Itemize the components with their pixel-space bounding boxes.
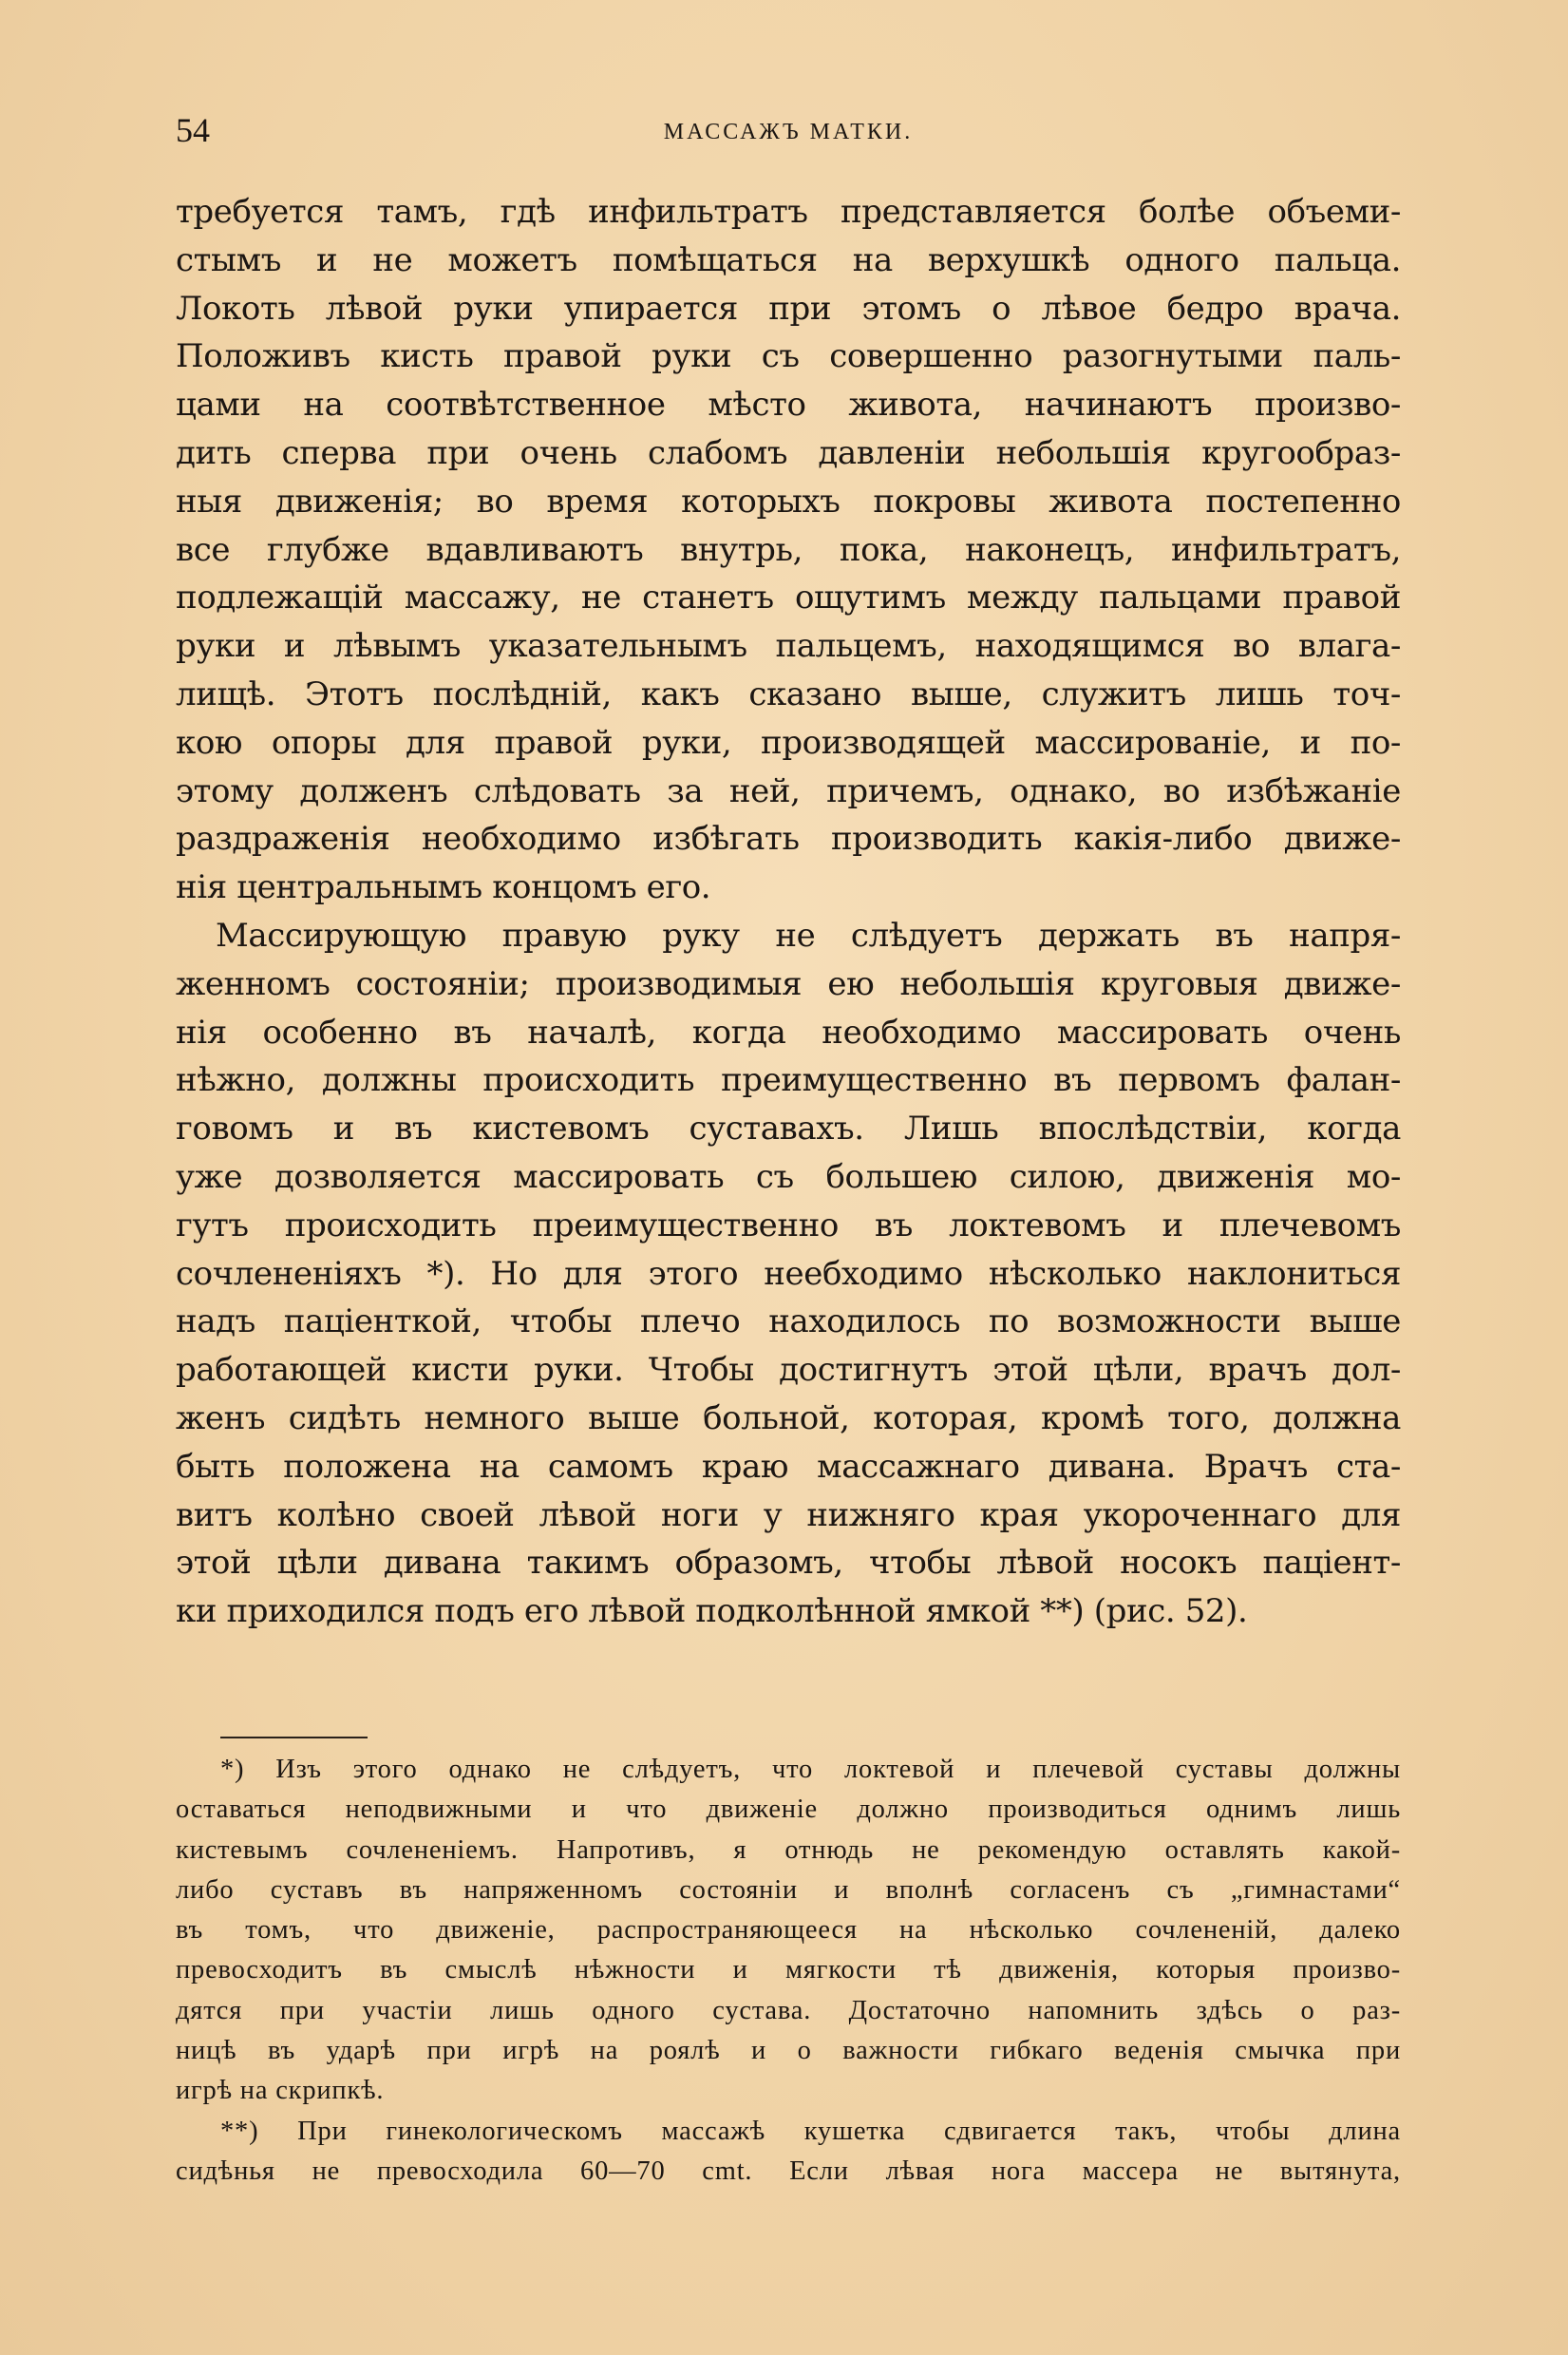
footnote-separator bbox=[220, 1737, 368, 1738]
text-line: раздраженія необходимо избѣгать производить какія-либо движе- bbox=[176, 820, 1401, 859]
text-line: кою опоры для правой руки, производящей массированіе, и по- bbox=[176, 723, 1401, 762]
text-line: все глубже вдавливаютъ внутрь, пока, наконецъ, инфильтратъ, bbox=[176, 530, 1401, 569]
text-line: нія центральнымъ концомъ его. bbox=[176, 868, 711, 907]
text-line: руки и лѣвымъ указательнымъ пальцемъ, находящимся во влага- bbox=[176, 627, 1401, 666]
text-line: быть положена на самомъ краю массажнаго дивана. Врачъ ста- bbox=[176, 1447, 1401, 1486]
text-line: стымъ и не можетъ помѣщаться на верхушкѣ одного пальца. bbox=[176, 240, 1401, 279]
text-line: нѣжно, должны происходить преимущественно въ первомъ фалан- bbox=[176, 1061, 1401, 1100]
text-line: гутъ происходить преимущественно въ локтевомъ и плечевомъ bbox=[176, 1206, 1401, 1244]
footnote-line: дятся при участіи лишь одного сустава. Достаточно напомнить здѣсь о раз- bbox=[176, 1995, 1401, 2025]
text-line: требуется тамъ, гдѣ инфильтратъ представляется болѣе объеми- bbox=[176, 193, 1401, 231]
footnote-line: превосходитъ въ смыслѣ нѣжности и мягкости тѣ движенія, которыя произво- bbox=[176, 1955, 1401, 1985]
footnote-line: кистевымъ сочлененіемъ. Напротивъ, я отнюдь не рекомендую оставлять какой- bbox=[176, 1834, 1401, 1865]
text-line: витъ колѣно своей лѣвой ноги у нижняго края укороченнаго для bbox=[176, 1495, 1401, 1534]
page-header bbox=[176, 110, 1401, 158]
footnotes bbox=[176, 1750, 1401, 2192]
footnote-line: въ томъ, что движеніе, распространяющееся на нѣсколько сочлененій, далеко bbox=[176, 1915, 1401, 1946]
text-line: ныя движенія; во время которыхъ покровы живота постепенно bbox=[176, 482, 1401, 521]
text-line: женъ сидѣть немного выше больной, которая, кромѣ того, должна bbox=[176, 1398, 1401, 1437]
page-number: 54 bbox=[176, 111, 210, 149]
text-line: цами на соотвѣтственное мѣсто живота, начинаютъ произво- bbox=[176, 386, 1401, 425]
text-line: Локоть лѣвой руки упирается при этомъ о лѣвое бедро врача. bbox=[176, 289, 1401, 328]
text-line: Положивъ кисть правой руки съ совершенно разогнутыми паль- bbox=[176, 337, 1401, 376]
body-text bbox=[176, 188, 1401, 1636]
text-line: ки приходился подъ его лѣвой подколѣнной ямкой **) (рис. 52). bbox=[176, 1592, 1248, 1631]
text-line: Массирующую правую руку не слѣдуетъ держать въ напря- bbox=[216, 916, 1401, 955]
footnote-line: *) Изъ этого однако не слѣдуетъ, что локтевой и плечевой суставы должны bbox=[220, 1755, 1401, 1784]
text-line: подлежащій массажу, не станетъ ощутимъ между пальцами правой bbox=[176, 579, 1401, 617]
footnote-line: оставаться неподвижными и что движеніе должно производиться однимъ лишь bbox=[176, 1795, 1401, 1825]
running-title: МАССАЖЪ МАТКИ. bbox=[663, 120, 914, 144]
text-line: надъ паціенткой, чтобы плечо находилось по возможности выше bbox=[176, 1302, 1401, 1341]
text-line: уже дозволяется массировать съ большею силою, движенія мо- bbox=[176, 1157, 1401, 1196]
text-line: говомъ и въ кистевомъ суставахъ. Лишь впослѣдствіи, когда bbox=[176, 1110, 1401, 1149]
text-line: женномъ состояніи; производимыя ею небольшія круговыя движе- bbox=[176, 964, 1401, 1003]
text-line: этой цѣли дивана такимъ образомъ, чтобы лѣвой носокъ паціент- bbox=[176, 1544, 1401, 1583]
footnote-line: игрѣ на скрипкѣ. bbox=[176, 2076, 385, 2106]
footnote-line: ницѣ въ ударѣ при игрѣ на роялѣ и о важности гибкаго веденія смычка при bbox=[176, 2036, 1401, 2066]
text-line: работающей кисти руки. Чтобы достигнутъ этой цѣли, врачъ дол- bbox=[176, 1351, 1401, 1390]
footnote-line: **) При гинекологическомъ массажѣ кушетка сдвигается такъ, чтобы длина bbox=[220, 2116, 1401, 2146]
text-line: сочлененіяхъ *). Но для этого неебходимо нѣсколько наклониться bbox=[176, 1254, 1401, 1293]
footnote-line: сидѣнья не превосходила 60—70 cmt. Если лѣвая нога массера не вытянута, bbox=[176, 2156, 1401, 2186]
footnote-line: либо суставъ въ напряженномъ состояніи и вполнѣ согласенъ съ „гимнастами“ bbox=[176, 1874, 1401, 1905]
text-line: дить сперва при очень слабомъ давленіи небольшія кругообраз- bbox=[176, 433, 1401, 472]
text-line: лищѣ. Этотъ послѣдній, какъ сказано выше, служитъ лишь точ- bbox=[176, 674, 1401, 713]
text-line: этому долженъ слѣдовать за ней, причемъ, однако, во избѣжаніе bbox=[176, 771, 1401, 810]
text-line: нія особенно въ началѣ, когда необходимо массировать очень bbox=[176, 1013, 1401, 1052]
